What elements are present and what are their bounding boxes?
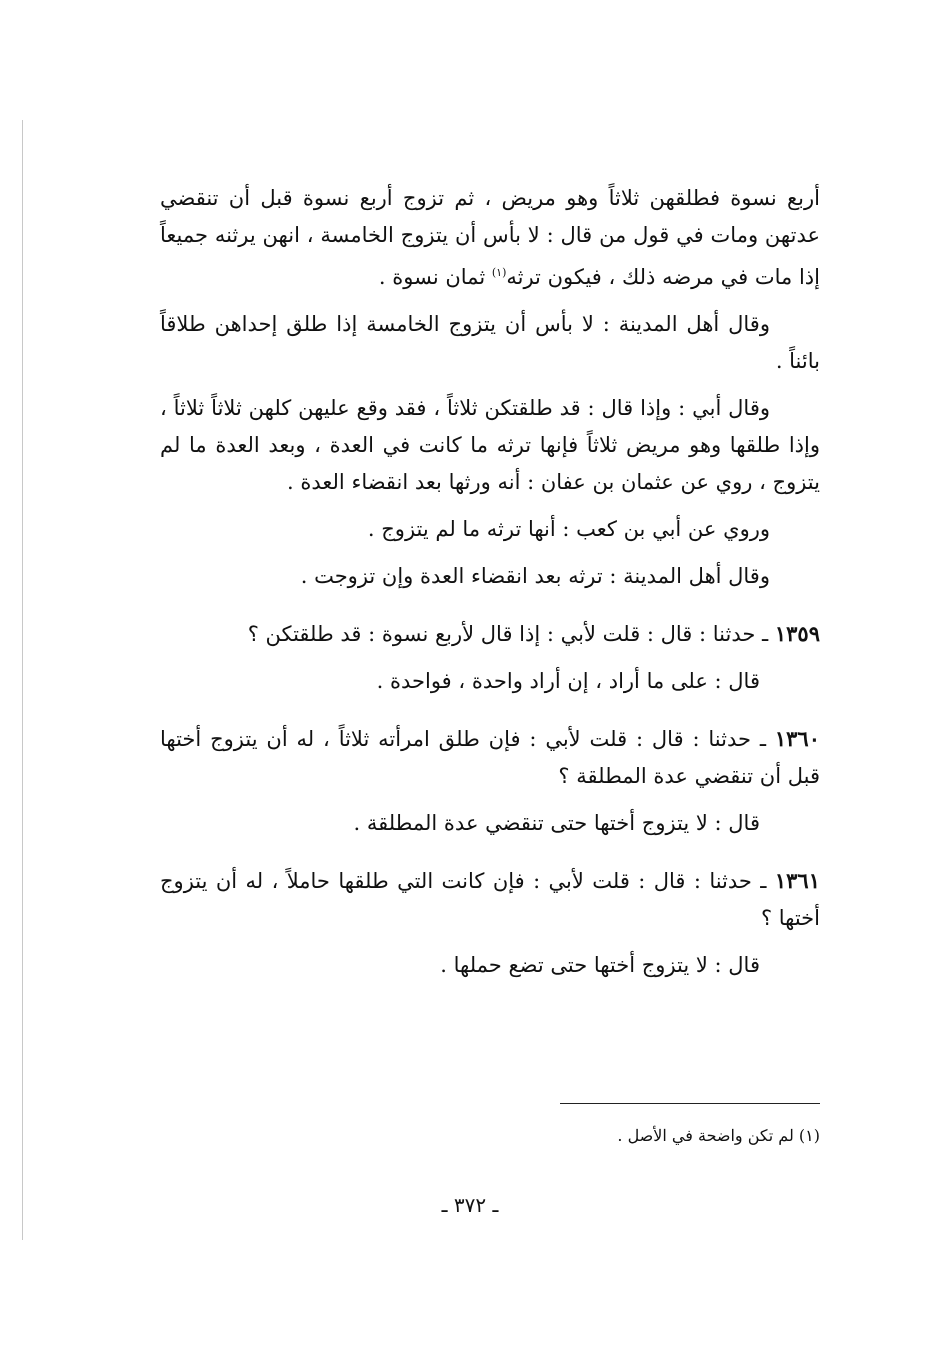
paragraph-3: وقال أبي : وإذا قال : قد طلقتكن ثلاثاً ، فقد وقع عليهن كلهن ثلاثاً ثلاثاً ، وإذا طلقها وهو مريض ثلاثاً فإنها ترثه ما كانت في العدة ، وبعد العدة ما لم يتزوج ، روي عن عثمان بن عفان : أنه ورثها بعد انقضاء العدة . bbox=[160, 396, 820, 494]
footnote: (١) لم تكن واضحة في الأصل . bbox=[617, 1126, 820, 1145]
entry-1361-answer: قال : لا يتزوج أختها حتى تضع حملها . bbox=[440, 953, 760, 977]
entry-1361-question bbox=[160, 862, 820, 937]
paragraph-1 bbox=[160, 180, 820, 296]
scan-margin-line bbox=[22, 120, 23, 1240]
entry-question-text: ـ حدثنا : قال : قلت لأبي : فإن كانت التي طلقها حاملاً ، له أن يتزوج أختها ؟ bbox=[160, 869, 820, 930]
entry-question-text: ـ حدثنا : قال : قلت لأبي : إذا قال لأربع نسوة : قد طلقتكن ؟ bbox=[247, 622, 775, 646]
paragraph-5: وقال أهل المدينة : ترثه بعد انقضاء العدة وإن تزوجت . bbox=[300, 564, 770, 588]
footnote-marker: (١) bbox=[491, 266, 507, 279]
paragraph-1-text: أربع نسوة فطلقهن ثلاثاً وهو مريض ، ثم تزوج أربع نسوة قبل أن تنقضي عدتهن ومات في قول من قال : لا بأس أن يتزوج الخامسة ، انهن يرثنه جميعاً إذا مات في مرضه ذلك ، فيكون ترثه bbox=[160, 186, 820, 289]
entry-1359-answer: قال : على ما أراد ، إن أراد واحدة ، فواحدة . bbox=[376, 669, 760, 693]
entry-1359-question bbox=[160, 615, 820, 653]
entry-number: ١٣٦١ bbox=[774, 868, 820, 893]
entry-number: ١٣٥٩ bbox=[774, 621, 820, 646]
page-body bbox=[160, 180, 820, 994]
entry-1360-answer: قال : لا يتزوج أختها حتى تنقضي عدة المطلقة . bbox=[353, 811, 760, 835]
paragraph-1-end: ثمان نسوة . bbox=[378, 265, 492, 289]
paragraph-2: وقال أهل المدينة : لا بأس أن يتزوج الخامسة إذا طلق إحداهن طلاقاً بائناً . bbox=[160, 312, 820, 373]
page-number: ـ ٣٧٢ ـ bbox=[441, 1193, 499, 1217]
entry-1360-question bbox=[160, 720, 820, 795]
footnote-separator bbox=[560, 1103, 820, 1104]
entry-number: ١٣٦٠ bbox=[774, 726, 820, 751]
paragraph-4: وروي عن أبي بن كعب : أنها ترثه ما لم يتزوج . bbox=[367, 517, 770, 541]
entry-question-text: ـ حدثنا : قال : قلت لأبي : فإن طلق امرأته ثلاثاً ، له أن يتزوج أختها قبل أن تنقضي عدة المطلقة ؟ bbox=[160, 727, 820, 788]
